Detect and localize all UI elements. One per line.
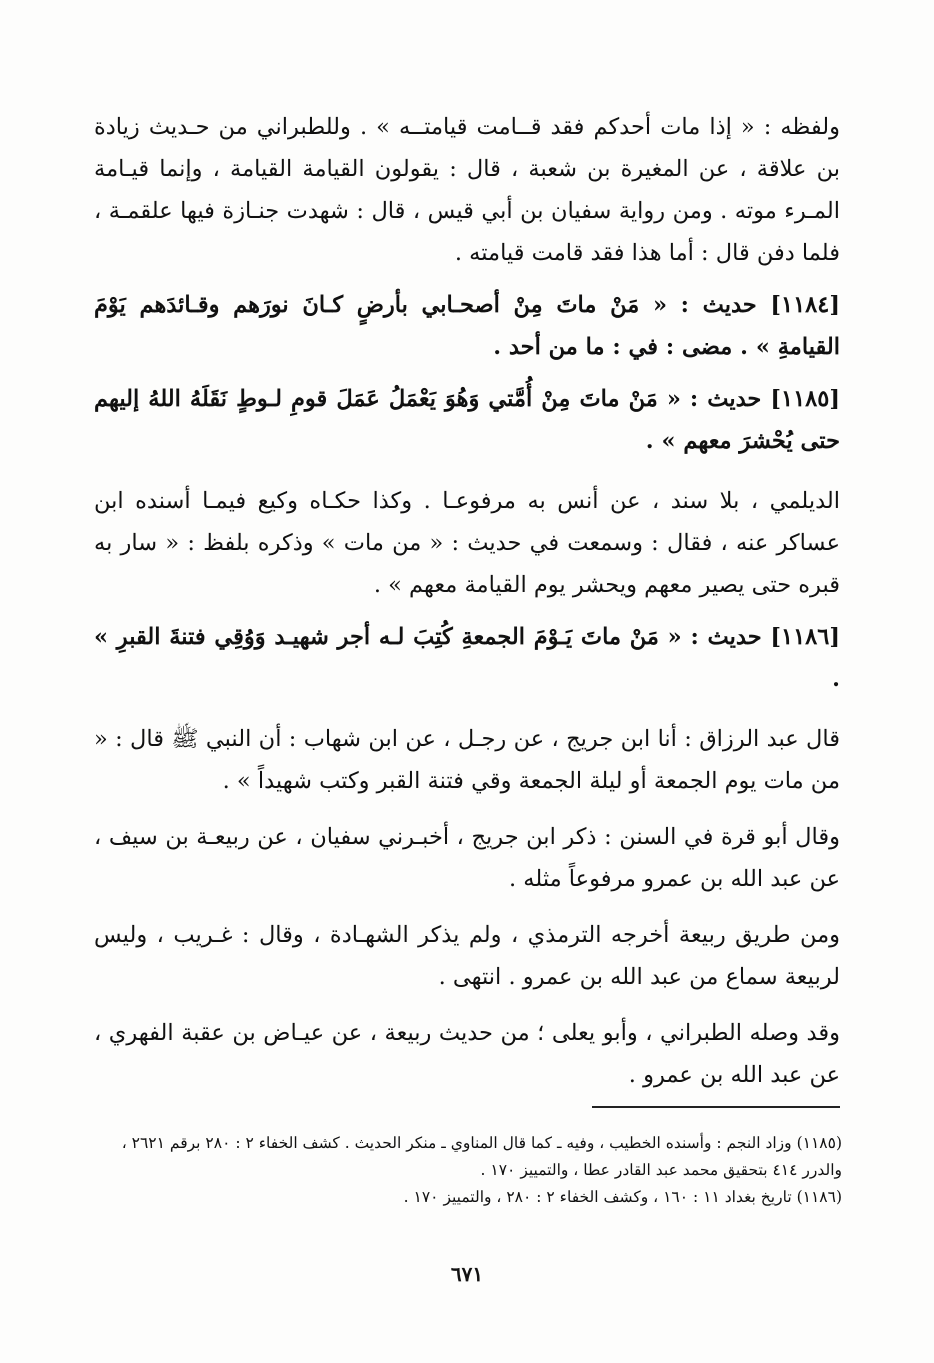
paragraph: وقال أبو قرة في السنن : ذكر ابن جريج ، أخبـرني سفيان ، عن ربيعـة بن سيف ، عن عبد الله بن عمرو مرفوعاً مثله . <box>94 824 840 892</box>
footnote-1186: (١١٨٦) تاريخ بغداد ١١ : ١٦٠ ، وكشف الخفاء ٢ : ٢٨٠ ، والتمييز ١٧٠ . <box>403 1188 842 1206</box>
hadith-text: [١١٨٤] حديث : « مَنْ ماتَ مِنْ أصحـابي بأرضٍ كـانَ نورَهم وقـائدَهم يَوْمَ القيامةِ » . مضى : في : ما من أحد . <box>94 292 840 360</box>
paragraph-text <box>94 480 840 606</box>
footnotes <box>90 1130 842 1211</box>
paragraph-text <box>94 718 840 802</box>
paragraph: ولفظه : « إذا مات أحدكم فقد قــامت قيامتــه » . وللطبراني من حـديث زيادة بن علاقة ، عن المغيرة بن شعبة ، قال : يقولون القيامة القيامة ، وإنما قيـامة المـرء موته . ومن رواية سفيان بن أبي قيس ، قال : شهدت جنـازة فيها علقمـة ، فلما دفن قال : أما هذا فقد قامت قيامته . <box>94 114 840 266</box>
hadith-entry-1184 <box>94 284 840 368</box>
hadith-entry-1186 <box>94 616 840 700</box>
paragraph: الديلمي ، بلا سند ، عن أنس به مرفوعـا . وكذا حكـاه وكيع فيمـا أسنده ابن عساكر عنه ، فقال : وسمعت في حديث : « من مات » وذكره بلفظ : « سار به قبره حتى يصير معهم ويحشر يوم القيامة معهم » . <box>94 488 840 598</box>
paragraph-text <box>94 1012 840 1096</box>
paragraph: ومن طريق ربيعة أخرجه الترمذي ، ولم يذكر الشهـادة ، وقال : غـريب ، وليس لربيعة سماع من عبد الله بن عمرو . انتهى . <box>94 922 840 990</box>
paragraph: قال عبد الرزاق : أنا ابن جريج ، عن رجـل ، عن ابن شهاب : أن النبي ﷺ قال : « من مات يوم الجمعة أو ليلة الجمعة وقي فتنة القبر وكتب شهيداً » . <box>94 726 840 794</box>
paragraph-text <box>94 816 840 900</box>
paragraph: وقد وصله الطبراني ، وأبو يعلى ؛ من حديث ربيعة ، عن عيـاض بن عقبة الفهري ، عن عبد الله بن عمرو . <box>94 1020 840 1088</box>
paragraph-text <box>94 106 840 274</box>
footnote-1185: (١١٨٥) وزاد النجم : وأسنده الخطيب ، وفيه ـ كما قال المناوي ـ منكر الحديث . كشف الخفاء ٢ : ٢٨٠ برقم ٢٦٢١ ، والدرر ٤١٤ بتحقيق محمد عبد القادر عطا ، والتمييز ١٧٠ . <box>121 1134 842 1179</box>
footnote-divider <box>592 1106 840 1108</box>
hadith-text: [١١٨٦] حديث : « مَنْ ماتَ يَـوْمَ الجمعةِ كُتِبَ لـه أجر شهيـد وَوُقِي فتنةَ القبرِ » . <box>94 624 840 692</box>
paragraph-text <box>94 914 840 998</box>
hadith-entry-1185 <box>94 378 840 462</box>
page-number: ٦٧١ <box>450 1262 484 1286</box>
hadith-text: [١١٨٥] حديث : « مَنْ ماتَ مِنْ أُمَّتي وَهُوَ يَعْمَلُ عَمَلَ قومِ لـوطٍ نَقَلَهُ اللهُ إليهم حتى يُحْشرَ معهم » . <box>94 386 840 454</box>
